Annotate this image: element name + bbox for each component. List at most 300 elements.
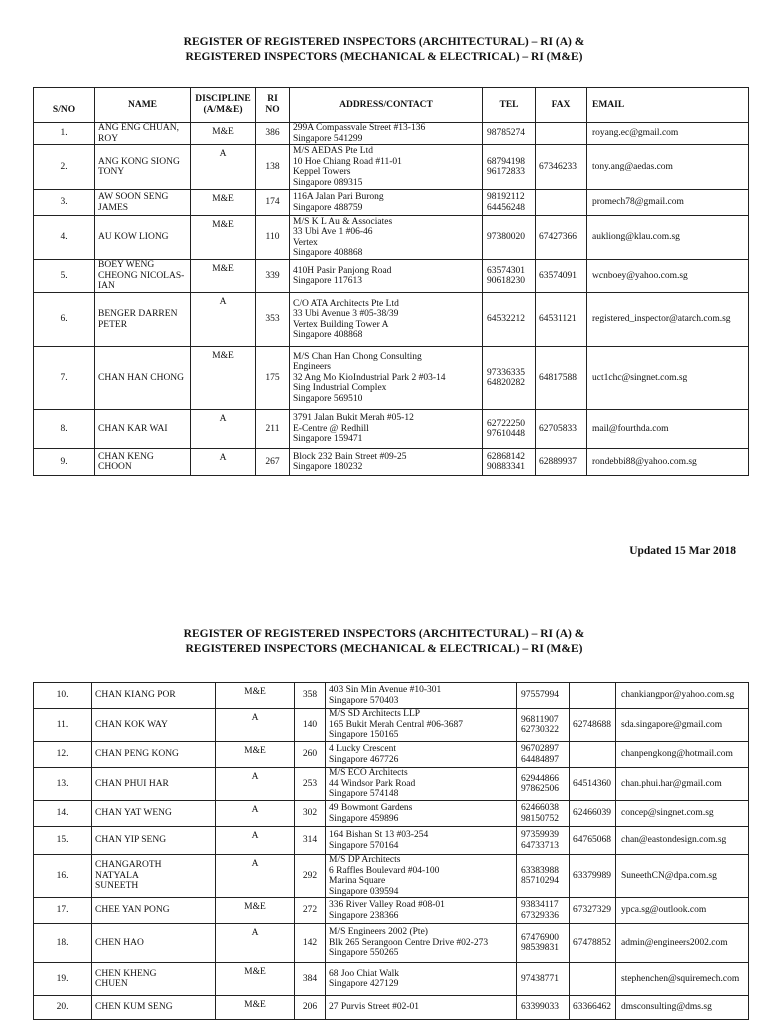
inspectors-table-page1 bbox=[33, 87, 749, 476]
address-cell-line: 33 Ubi Ave 1 #06-46 bbox=[293, 227, 373, 237]
tel-cell-line: 64820282 bbox=[487, 378, 525, 388]
address-cell bbox=[326, 742, 517, 768]
address-cell-line: 49 Bowmont Gardens bbox=[329, 803, 413, 813]
address-cell-line: Blk 265 Serangoon Centre Drive #02-273 bbox=[329, 937, 489, 948]
discipline-cell: M&E bbox=[216, 683, 295, 709]
fax-cell bbox=[536, 347, 587, 410]
fax-cell-line: 67427366 bbox=[539, 232, 577, 243]
address-cell-line: 336 River Valley Road #08-01 bbox=[329, 900, 445, 910]
tel-cell-line: 63399033 bbox=[521, 1002, 559, 1013]
fax-cell bbox=[536, 449, 587, 476]
name-cell bbox=[95, 145, 191, 190]
name-cell-line: CHEN KUM SENG bbox=[95, 1002, 173, 1013]
name-cell-line: CHUEN bbox=[95, 979, 128, 989]
tel-cell bbox=[483, 260, 536, 293]
address-cell-line: Singapore 488759 bbox=[293, 202, 363, 213]
address-cell-line: Sing Industrial Complex bbox=[293, 383, 387, 394]
serial-number-cell: 8. bbox=[34, 410, 95, 449]
address-cell-line: Singapore 541299 bbox=[293, 133, 363, 144]
discipline-cell: A bbox=[216, 827, 295, 855]
name-cell bbox=[95, 190, 191, 216]
name-cell-line: CHAN YAT WENG bbox=[95, 808, 172, 819]
ri-number-cell: 140 bbox=[295, 709, 326, 742]
name-cell bbox=[92, 898, 216, 924]
ri-number-cell: 353 bbox=[256, 293, 290, 347]
name-cell bbox=[92, 768, 216, 801]
tel-cell-line: 97438771 bbox=[521, 973, 559, 984]
address-cell-line: 299A Compassvale Street #13-136 bbox=[293, 123, 426, 133]
tel-cell-line: 85710294 bbox=[521, 876, 559, 886]
name-cell-line: NATYALA bbox=[95, 870, 139, 881]
name-cell-line: CHAN YIP SENG bbox=[95, 835, 167, 846]
table-row bbox=[34, 855, 749, 898]
discipline-cell: A bbox=[216, 924, 295, 963]
tel-cell-line: 62730322 bbox=[521, 725, 559, 735]
name-cell bbox=[95, 123, 191, 145]
address-cell-line: Keppel Towers bbox=[293, 167, 351, 177]
table-row bbox=[34, 801, 749, 827]
discipline-cell: A bbox=[216, 768, 295, 801]
ri-number-cell: 174 bbox=[256, 190, 290, 216]
address-cell-line: 10 Hoe Chiang Road #11-01 bbox=[293, 156, 402, 167]
name-cell bbox=[92, 742, 216, 768]
tel-cell-line: 97336335 bbox=[487, 367, 525, 378]
name-cell-line: ANG KONG SIONG bbox=[98, 156, 180, 167]
address-cell bbox=[290, 145, 483, 190]
ri-number-cell: 253 bbox=[295, 768, 326, 801]
table-row bbox=[34, 123, 749, 145]
address-cell-line: Singapore 408868 bbox=[293, 330, 363, 340]
ri-number-cell: 110 bbox=[256, 216, 290, 260]
serial-number-cell: 15. bbox=[34, 827, 92, 855]
table-row bbox=[34, 827, 749, 855]
tel-cell-line: 64733713 bbox=[521, 840, 559, 851]
address-cell bbox=[326, 768, 517, 801]
address-cell-line: Singapore 550265 bbox=[329, 948, 399, 959]
address-cell-line: M/S K L Au & Associates bbox=[293, 216, 393, 227]
table-row bbox=[34, 924, 749, 963]
name-cell bbox=[92, 683, 216, 709]
serial-number-cell: 12. bbox=[34, 742, 92, 768]
tel-cell-line: 67329336 bbox=[521, 910, 559, 921]
name-cell bbox=[95, 449, 191, 476]
fax-cell bbox=[570, 898, 616, 924]
tel-cell-line: 98539831 bbox=[521, 943, 559, 953]
ri-number-cell: 260 bbox=[295, 742, 326, 768]
name-cell bbox=[92, 996, 216, 1020]
email-cell: stephenchen@squiremech.com bbox=[616, 963, 749, 996]
email-cell: ypca.sg@outlook.com bbox=[616, 898, 749, 924]
tel-cell bbox=[483, 347, 536, 410]
table-row bbox=[34, 709, 749, 742]
tel-cell-line: 90883341 bbox=[487, 462, 525, 472]
tel-cell-line: 98785274 bbox=[487, 128, 525, 139]
address-cell-line: Singapore 180232 bbox=[293, 462, 363, 472]
discipline-cell: M&E bbox=[216, 963, 295, 996]
address-cell-line: Singapore 408868 bbox=[293, 248, 363, 258]
name-cell-line: IAN bbox=[98, 281, 115, 292]
header-fax: FAX bbox=[536, 88, 587, 123]
address-cell-line: Singapore 574148 bbox=[329, 789, 399, 800]
discipline-cell: A bbox=[216, 709, 295, 742]
address-cell bbox=[326, 898, 517, 924]
name-cell-line: CHAN HAN CHONG bbox=[98, 372, 185, 383]
ri-number-cell: 175 bbox=[256, 347, 290, 410]
name-cell-line: CHEONG NICOLAS- bbox=[98, 270, 185, 281]
address-cell-line: M/S SD Architects LLP bbox=[329, 709, 421, 720]
address-cell-line: M/S Chan Han Chong Consulting bbox=[293, 351, 422, 362]
address-cell bbox=[326, 801, 517, 827]
fax-cell bbox=[570, 683, 616, 709]
serial-number-cell: 17. bbox=[34, 898, 92, 924]
address-cell-line: 403 Sin Min Avenue #10-301 bbox=[329, 685, 442, 695]
tel-cell bbox=[483, 449, 536, 476]
name-cell bbox=[95, 410, 191, 449]
tel-cell-line: 62944866 bbox=[521, 773, 559, 784]
discipline-cell: A bbox=[191, 293, 256, 347]
ri-number-cell: 272 bbox=[295, 898, 326, 924]
tel-cell-line: 64532212 bbox=[487, 314, 525, 325]
discipline-cell: A bbox=[191, 449, 256, 476]
discipline-cell: M&E bbox=[216, 742, 295, 768]
name-cell bbox=[92, 963, 216, 996]
fax-cell-line: 64514360 bbox=[573, 778, 611, 789]
serial-number-cell: 6. bbox=[34, 293, 95, 347]
tel-cell-line: 97862506 bbox=[521, 784, 559, 794]
fax-cell bbox=[570, 963, 616, 996]
email-cell: chan@eastondesign.com.sg bbox=[616, 827, 749, 855]
fax-cell-line: 62466039 bbox=[573, 808, 611, 819]
email-cell: sda.singapore@gmail.com bbox=[616, 709, 749, 742]
fax-cell bbox=[536, 260, 587, 293]
name-cell bbox=[95, 347, 191, 410]
tel-cell-line: 97359939 bbox=[521, 830, 559, 840]
email-cell: tony.ang@aedas.com bbox=[587, 145, 749, 190]
title-line-2: REGISTERED INSPECTORS (MECHANICAL & ELECTRICAL) – RI (M&E) bbox=[185, 643, 583, 655]
header-email: EMAIL bbox=[587, 88, 749, 123]
serial-number-cell: 14. bbox=[34, 801, 92, 827]
serial-number-cell: 5. bbox=[34, 260, 95, 293]
serial-number-cell: 9. bbox=[34, 449, 95, 476]
address-cell-line: E-Centre @ Redhill bbox=[293, 423, 369, 434]
ri-number-cell: 206 bbox=[295, 996, 326, 1020]
discipline-cell: A bbox=[191, 145, 256, 190]
serial-number-cell: 18. bbox=[34, 924, 92, 963]
fax-cell bbox=[536, 145, 587, 190]
name-cell-line: CHAN KAR WAI bbox=[98, 423, 168, 434]
address-cell bbox=[290, 293, 483, 347]
tel-cell bbox=[517, 801, 570, 827]
email-cell: admin@engineers2002.com bbox=[616, 924, 749, 963]
tel-cell-line: 62466038 bbox=[521, 803, 559, 813]
name-cell bbox=[92, 827, 216, 855]
address-cell-line: Singapore 570403 bbox=[329, 695, 399, 706]
header-ri-no bbox=[256, 88, 290, 123]
fax-cell-line: 63366462 bbox=[573, 1002, 611, 1013]
tel-cell bbox=[517, 855, 570, 898]
fax-cell-line: 62705833 bbox=[539, 423, 577, 434]
address-cell bbox=[326, 683, 517, 709]
ri-number-cell: 386 bbox=[256, 123, 290, 145]
table-row bbox=[34, 898, 749, 924]
address-cell-line: 410H Pasir Panjong Road bbox=[293, 265, 392, 276]
fax-cell bbox=[570, 801, 616, 827]
name-cell-line: CHANGAROTH bbox=[95, 860, 162, 871]
name-cell-line: CHEE YAN PONG bbox=[95, 905, 170, 916]
address-cell bbox=[290, 123, 483, 145]
address-cell-line: Vertex bbox=[293, 237, 318, 248]
fax-cell-line: 67478852 bbox=[573, 937, 611, 948]
header-discipline-line: (A/M&E) bbox=[203, 105, 243, 115]
serial-number-cell: 3. bbox=[34, 190, 95, 216]
fax-cell bbox=[536, 123, 587, 145]
fax-cell bbox=[536, 190, 587, 216]
fax-cell bbox=[570, 709, 616, 742]
address-cell-line: 164 Bishan St 13 #03-254 bbox=[329, 830, 429, 840]
serial-number-cell: 20. bbox=[34, 996, 92, 1020]
address-cell-line: 33 Ubi Avenue 3 #05-38/39 bbox=[293, 309, 399, 319]
ri-number-cell: 267 bbox=[256, 449, 290, 476]
address-cell bbox=[326, 996, 517, 1020]
address-cell bbox=[326, 827, 517, 855]
address-cell bbox=[326, 963, 517, 996]
address-cell-line: Singapore 459896 bbox=[329, 813, 399, 824]
tel-cell-line: 68794198 bbox=[487, 156, 525, 167]
inspectors-table-page2 bbox=[33, 682, 749, 1020]
email-cell: royang.ec@gmail.com bbox=[587, 123, 749, 145]
table-row bbox=[34, 410, 749, 449]
discipline-cell: M&E bbox=[191, 216, 256, 260]
discipline-cell: M&E bbox=[216, 898, 295, 924]
address-cell bbox=[326, 924, 517, 963]
address-cell-line: Engineers bbox=[293, 362, 331, 373]
tel-cell-line: 64484897 bbox=[521, 754, 559, 765]
tel-cell bbox=[483, 293, 536, 347]
register-title-page1 bbox=[0, 35, 768, 65]
fax-cell bbox=[570, 855, 616, 898]
tel-cell-line: 64456248 bbox=[487, 202, 525, 213]
discipline-cell: M&E bbox=[216, 996, 295, 1020]
address-cell bbox=[290, 347, 483, 410]
table-body-page2 bbox=[34, 683, 749, 1020]
header-sno: S/NO bbox=[34, 88, 95, 123]
email-cell: wcnboey@yahoo.com.sg bbox=[587, 260, 749, 293]
address-cell bbox=[290, 449, 483, 476]
tel-cell-line: 97610448 bbox=[487, 429, 525, 439]
name-cell-line: JAMES bbox=[98, 202, 129, 213]
ri-number-cell: 339 bbox=[256, 260, 290, 293]
tel-cell bbox=[517, 996, 570, 1020]
address-cell-line: C/O ATA Architects Pte Ltd bbox=[293, 298, 399, 309]
header-address: ADDRESS/CONTACT bbox=[290, 88, 483, 123]
ri-number-cell: 314 bbox=[295, 827, 326, 855]
header-discipline-line: DISCIPLINE bbox=[195, 94, 251, 104]
address-cell-line: Singapore 238366 bbox=[329, 910, 399, 921]
fax-cell-line: 62889937 bbox=[539, 456, 577, 467]
address-cell bbox=[326, 855, 517, 898]
fax-cell-line: 67346233 bbox=[539, 161, 577, 172]
header-discipline bbox=[191, 88, 256, 123]
address-cell-line: 4 Lucky Crescent bbox=[329, 744, 397, 754]
tel-cell-line: 62722250 bbox=[487, 418, 525, 429]
name-cell-line: CHAN KIANG POR bbox=[95, 690, 176, 701]
ri-number-cell: 142 bbox=[295, 924, 326, 963]
address-cell-line: Singapore 089315 bbox=[293, 177, 363, 188]
fax-cell bbox=[570, 768, 616, 801]
address-cell-line: 27 Purvis Street #02-01 bbox=[329, 1002, 419, 1013]
table-row bbox=[34, 996, 749, 1020]
fax-cell bbox=[570, 996, 616, 1020]
table-body-page1 bbox=[34, 123, 749, 476]
name-cell bbox=[92, 855, 216, 898]
address-cell-line: 116A Jalan Pari Burong bbox=[293, 192, 384, 202]
tel-cell-line: 96811907 bbox=[521, 714, 559, 725]
updated-date: Updated 15 Mar 2018 bbox=[629, 545, 736, 557]
address-cell-line: Singapore 150165 bbox=[329, 730, 399, 741]
address-cell-line: Singapore 117613 bbox=[293, 276, 363, 286]
address-cell-line: Singapore 427129 bbox=[329, 979, 399, 989]
serial-number-cell: 7. bbox=[34, 347, 95, 410]
name-cell-line: CHOON bbox=[98, 462, 132, 472]
address-cell-line: 68 Joo Chiat Walk bbox=[329, 968, 400, 979]
name-cell-line: AU KOW LIONG bbox=[98, 232, 169, 243]
address-cell-line: Singapore 570164 bbox=[329, 840, 399, 851]
tel-cell bbox=[517, 768, 570, 801]
fax-cell-line: 63574091 bbox=[539, 270, 577, 281]
tel-cell bbox=[483, 145, 536, 190]
discipline-cell: M&E bbox=[191, 123, 256, 145]
name-cell bbox=[92, 709, 216, 742]
tel-cell-line: 63574301 bbox=[487, 265, 525, 276]
name-cell-line: SUNEETH bbox=[95, 881, 139, 892]
fax-cell-line: 63379989 bbox=[573, 870, 611, 881]
email-cell: chankiangpor@yahoo.com.sg bbox=[616, 683, 749, 709]
fax-cell bbox=[570, 742, 616, 768]
name-cell-line: BENGER DARREN bbox=[98, 309, 178, 319]
name-cell-line: TONY bbox=[98, 167, 125, 177]
tel-cell bbox=[483, 123, 536, 145]
fax-cell bbox=[536, 293, 587, 347]
address-cell-line: Singapore 569510 bbox=[293, 393, 363, 404]
address-cell-line: M/S DP Architects bbox=[329, 855, 401, 865]
title-line-2: REGISTERED INSPECTORS (MECHANICAL & ELECTRICAL) – RI (M&E) bbox=[185, 51, 583, 63]
serial-number-cell: 1. bbox=[34, 123, 95, 145]
header-ri-line: RI bbox=[267, 94, 278, 104]
ri-number-cell: 302 bbox=[295, 801, 326, 827]
address-cell-line: M/S Engineers 2002 (Pte) bbox=[329, 927, 428, 938]
tel-cell bbox=[517, 963, 570, 996]
name-cell-line: PETER bbox=[98, 319, 128, 330]
tel-cell bbox=[483, 410, 536, 449]
name-cell-line: CHEN KHENG bbox=[95, 968, 157, 979]
tel-cell bbox=[483, 216, 536, 260]
name-cell-line: BOEY WENG bbox=[98, 260, 155, 271]
tel-cell-line: 97380020 bbox=[487, 232, 525, 243]
email-cell: mail@fourthda.com bbox=[587, 410, 749, 449]
tel-cell-line: 90618230 bbox=[487, 276, 525, 286]
ri-number-cell: 292 bbox=[295, 855, 326, 898]
serial-number-cell: 19. bbox=[34, 963, 92, 996]
address-cell bbox=[290, 190, 483, 216]
address-cell-line: Singapore 159471 bbox=[293, 434, 363, 445]
tel-cell bbox=[517, 683, 570, 709]
tel-cell bbox=[517, 898, 570, 924]
address-cell-line: 165 Bukit Merah Central #06-3687 bbox=[329, 719, 464, 730]
table-row bbox=[34, 216, 749, 260]
table-row bbox=[34, 347, 749, 410]
discipline-cell: A bbox=[216, 855, 295, 898]
fax-cell-line: 64765068 bbox=[573, 835, 611, 846]
address-cell-line: Marina Square bbox=[329, 876, 386, 886]
email-cell: chan.phui.har@gmail.com bbox=[616, 768, 749, 801]
tel-cell-line: 96702897 bbox=[521, 744, 559, 754]
table-row bbox=[34, 768, 749, 801]
table-row bbox=[34, 683, 749, 709]
register-title-page2 bbox=[0, 627, 768, 657]
discipline-cell: A bbox=[216, 801, 295, 827]
email-cell: rondebbi88@yahoo.com.sg bbox=[587, 449, 749, 476]
header-ri-line: NO bbox=[265, 105, 280, 115]
email-cell: registered_inspector@atarch.com.sg bbox=[587, 293, 749, 347]
discipline-cell: M&E bbox=[191, 260, 256, 293]
table-row bbox=[34, 293, 749, 347]
name-cell bbox=[95, 293, 191, 347]
tel-cell bbox=[517, 742, 570, 768]
name-cell-line: CHEN HAO bbox=[95, 937, 144, 948]
name-cell bbox=[95, 260, 191, 293]
fax-cell-line: 62748688 bbox=[573, 719, 611, 730]
ri-number-cell: 358 bbox=[295, 683, 326, 709]
ri-number-cell: 384 bbox=[295, 963, 326, 996]
fax-cell bbox=[536, 216, 587, 260]
address-cell bbox=[290, 260, 483, 293]
header-name: NAME bbox=[95, 88, 191, 123]
fax-cell-line: 64817588 bbox=[539, 372, 577, 383]
address-cell bbox=[326, 709, 517, 742]
name-cell bbox=[92, 924, 216, 963]
header-tel: TEL bbox=[483, 88, 536, 123]
discipline-cell: M&E bbox=[191, 190, 256, 216]
name-cell-line: AW SOON SENG bbox=[98, 192, 169, 202]
address-cell-line: 6 Raffles Boulevard #04-100 bbox=[329, 865, 440, 876]
table-row bbox=[34, 449, 749, 476]
tel-cell-line: 93834117 bbox=[521, 900, 559, 910]
serial-number-cell: 2. bbox=[34, 145, 95, 190]
address-cell-line: Singapore 039594 bbox=[329, 886, 399, 897]
tel-cell-line: 63383988 bbox=[521, 865, 559, 876]
address-cell bbox=[290, 216, 483, 260]
fax-cell-line: 67327329 bbox=[573, 905, 611, 916]
address-cell-line: 32 Ang Mo KioIndustrial Park 2 #03-14 bbox=[293, 372, 446, 383]
name-cell-line: CHAN PENG KONG bbox=[95, 749, 179, 760]
address-cell-line: Block 232 Bain Street #09-25 bbox=[293, 451, 407, 462]
email-cell: promech78@gmail.com bbox=[587, 190, 749, 216]
tel-cell-line: 98192112 bbox=[487, 192, 525, 202]
address-cell-line: M/S ECO Architects bbox=[329, 768, 408, 779]
address-cell bbox=[290, 410, 483, 449]
name-cell-line: ROY bbox=[98, 133, 119, 144]
ri-number-cell: 138 bbox=[256, 145, 290, 190]
table-row bbox=[34, 742, 749, 768]
fax-cell bbox=[570, 827, 616, 855]
email-cell: chanpengkong@hotmail.com bbox=[616, 742, 749, 768]
tel-cell-line: 67476900 bbox=[521, 932, 559, 943]
name-cell bbox=[92, 801, 216, 827]
table-row bbox=[34, 145, 749, 190]
address-cell-line: Vertex Building Tower A bbox=[293, 319, 389, 330]
name-cell-line: ANG ENG CHUAN, bbox=[98, 123, 180, 133]
tel-cell-line: 97557994 bbox=[521, 690, 559, 701]
